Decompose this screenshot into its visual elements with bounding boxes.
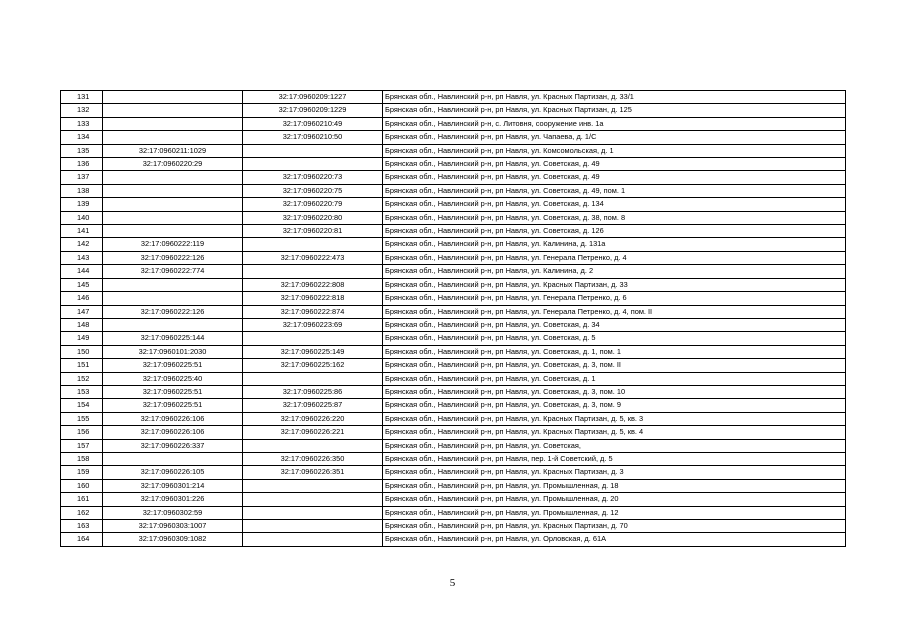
table-row	[61, 265, 846, 278]
object-cadastral-number-cell	[243, 144, 383, 157]
object-cadastral-number-cell: 32:17:0960220:75	[243, 184, 383, 197]
address-cell: Брянская обл., Навлинский р-н, рп Навля, ул. Советская, д. 1, пом. 1	[383, 345, 846, 358]
table-row	[61, 345, 846, 358]
address-cell: Брянская обл., Навлинский р-н, рп Навля, ул. Генерала Петренко, д. 4	[383, 251, 846, 264]
address-cell: Брянская обл., Навлинский р-н, рп Навля, ул. Красных Партизан, д. 125	[383, 104, 846, 117]
land-cadastral-number-cell: 32:17:0960225:51	[103, 385, 243, 398]
table-row	[61, 171, 846, 184]
row-number-cell: 134	[61, 131, 103, 144]
row-number-cell: 154	[61, 399, 103, 412]
row-number-cell: 136	[61, 158, 103, 171]
table-row	[61, 238, 846, 251]
land-cadastral-number-cell	[103, 318, 243, 331]
land-cadastral-number-cell: 32:17:0960222:126	[103, 305, 243, 318]
table-row	[61, 144, 846, 157]
address-cell: Брянская обл., Навлинский р-н, рп Навля, ул. Калинина, д. 131а	[383, 238, 846, 251]
table-row	[61, 278, 846, 291]
land-cadastral-number-cell: 32:17:0960211:1029	[103, 144, 243, 157]
land-cadastral-number-cell: 32:17:0960222:119	[103, 238, 243, 251]
row-number-cell: 139	[61, 198, 103, 211]
object-cadastral-number-cell: 32:17:0960226:351	[243, 466, 383, 479]
table-row	[61, 426, 846, 439]
object-cadastral-number-cell	[243, 158, 383, 171]
table-row	[61, 117, 846, 130]
object-cadastral-number-cell: 32:17:0960226:350	[243, 452, 383, 465]
row-number-cell: 156	[61, 426, 103, 439]
row-number-cell: 151	[61, 359, 103, 372]
table-row	[61, 399, 846, 412]
table-row	[61, 158, 846, 171]
table-row	[61, 372, 846, 385]
table-row	[61, 225, 846, 238]
table-row	[61, 520, 846, 533]
land-cadastral-number-cell: 32:17:0960226:106	[103, 412, 243, 425]
row-number-cell: 162	[61, 506, 103, 519]
object-cadastral-number-cell: 32:17:0960222:808	[243, 278, 383, 291]
address-cell: Брянская обл., Навлинский р-н, рп Навля, ул. Советская, д. 3, пом. 10	[383, 385, 846, 398]
row-number-cell: 148	[61, 318, 103, 331]
cadastral-table	[60, 90, 846, 547]
object-cadastral-number-cell: 32:17:0960225:87	[243, 399, 383, 412]
address-cell: Брянская обл., Навлинский р-н, рп Навля, ул. Красных Партизан, д. 3	[383, 466, 846, 479]
cadastral-table-container	[60, 90, 845, 547]
land-cadastral-number-cell	[103, 117, 243, 130]
object-cadastral-number-cell	[243, 506, 383, 519]
address-cell: Брянская обл., Навлинский р-н, рп Навля, ул. Советская, д. 3, пом. 9	[383, 399, 846, 412]
table-row	[61, 251, 846, 264]
land-cadastral-number-cell: 32:17:0960222:126	[103, 251, 243, 264]
land-cadastral-number-cell: 32:17:0960226:106	[103, 426, 243, 439]
object-cadastral-number-cell: 32:17:0960220:79	[243, 198, 383, 211]
land-cadastral-number-cell	[103, 198, 243, 211]
land-cadastral-number-cell: 32:17:0960302:59	[103, 506, 243, 519]
table-row	[61, 479, 846, 492]
object-cadastral-number-cell: 32:17:0960226:221	[243, 426, 383, 439]
address-cell: Брянская обл., Навлинский р-н, рп Навля, ул. Советская, д. 38, пом. 8	[383, 211, 846, 224]
address-cell: Брянская обл., Навлинский р-н, рп Навля, ул. Советская, д. 134	[383, 198, 846, 211]
object-cadastral-number-cell: 32:17:0960210:50	[243, 131, 383, 144]
object-cadastral-number-cell	[243, 533, 383, 546]
table-row	[61, 198, 846, 211]
object-cadastral-number-cell: 32:17:0960222:874	[243, 305, 383, 318]
row-number-cell: 161	[61, 493, 103, 506]
land-cadastral-number-cell: 32:17:0960101:2030	[103, 345, 243, 358]
table-row	[61, 412, 846, 425]
land-cadastral-number-cell	[103, 292, 243, 305]
address-cell: Брянская обл., Навлинский р-н, рп Навля, ул. Советская, д. 5	[383, 332, 846, 345]
row-number-cell: 149	[61, 332, 103, 345]
object-cadastral-number-cell: 32:17:0960225:149	[243, 345, 383, 358]
land-cadastral-number-cell: 32:17:0960225:51	[103, 359, 243, 372]
land-cadastral-number-cell	[103, 131, 243, 144]
row-number-cell: 159	[61, 466, 103, 479]
address-cell: Брянская обл., Навлинский р-н, рп Навля, ул. Советская,	[383, 439, 846, 452]
address-cell: Брянская обл., Навлинский р-н, рп Навля, ул. Комсомольская, д. 1	[383, 144, 846, 157]
row-number-cell: 158	[61, 452, 103, 465]
row-number-cell: 146	[61, 292, 103, 305]
address-cell: Брянская обл., Навлинский р-н, рп Навля, ул. Красных Партизан, д. 33/1	[383, 91, 846, 104]
table-row	[61, 493, 846, 506]
land-cadastral-number-cell	[103, 184, 243, 197]
table-row	[61, 385, 846, 398]
object-cadastral-number-cell: 32:17:0960209:1229	[243, 104, 383, 117]
land-cadastral-number-cell: 32:17:0960225:51	[103, 399, 243, 412]
table-body	[61, 91, 846, 547]
land-cadastral-number-cell: 32:17:0960226:105	[103, 466, 243, 479]
land-cadastral-number-cell	[103, 225, 243, 238]
land-cadastral-number-cell	[103, 452, 243, 465]
object-cadastral-number-cell	[243, 238, 383, 251]
row-number-cell: 153	[61, 385, 103, 398]
page-number: 5	[449, 577, 456, 589]
table-row	[61, 292, 846, 305]
object-cadastral-number-cell: 32:17:0960222:818	[243, 292, 383, 305]
land-cadastral-number-cell: 32:17:0960222:774	[103, 265, 243, 278]
address-cell: Брянская обл., Навлинский р-н, рп Навля, ул. Чапаева, д. 1/С	[383, 131, 846, 144]
table-row	[61, 452, 846, 465]
table-row	[61, 131, 846, 144]
object-cadastral-number-cell: 32:17:0960223:69	[243, 318, 383, 331]
address-cell: Брянская обл., Навлинский р-н, рп Навля, ул. Промышленная, д. 18	[383, 479, 846, 492]
row-number-cell: 164	[61, 533, 103, 546]
row-number-cell: 135	[61, 144, 103, 157]
row-number-cell: 132	[61, 104, 103, 117]
row-number-cell: 137	[61, 171, 103, 184]
land-cadastral-number-cell: 32:17:0960301:214	[103, 479, 243, 492]
table-row	[61, 533, 846, 546]
row-number-cell: 145	[61, 278, 103, 291]
object-cadastral-number-cell: 32:17:0960225:86	[243, 385, 383, 398]
table-row	[61, 506, 846, 519]
address-cell: Брянская обл., Навлинский р-н, рп Навля, ул. Красных Партизан, д. 33	[383, 278, 846, 291]
land-cadastral-number-cell: 32:17:0960225:144	[103, 332, 243, 345]
row-number-cell: 144	[61, 265, 103, 278]
object-cadastral-number-cell	[243, 520, 383, 533]
land-cadastral-number-cell: 32:17:0960303:1007	[103, 520, 243, 533]
object-cadastral-number-cell: 32:17:0960222:473	[243, 251, 383, 264]
table-row	[61, 305, 846, 318]
table-row	[61, 184, 846, 197]
address-cell: Брянская обл., Навлинский р-н, рп Навля, ул. Красных Партизан, д. 70	[383, 520, 846, 533]
address-cell: Брянская обл., Навлинский р-н, рп Навля, пер. 1-й Советский, д. 5	[383, 452, 846, 465]
object-cadastral-number-cell	[243, 493, 383, 506]
land-cadastral-number-cell: 32:17:0960225:40	[103, 372, 243, 385]
address-cell: Брянская обл., Навлинский р-н, рп Навля, ул. Советская, д. 126	[383, 225, 846, 238]
row-number-cell: 160	[61, 479, 103, 492]
address-cell: Брянская обл., Навлинский р-н, рп Навля, ул. Красных Партизан, д. 5, кв. 3	[383, 412, 846, 425]
table-row	[61, 439, 846, 452]
object-cadastral-number-cell	[243, 439, 383, 452]
row-number-cell: 150	[61, 345, 103, 358]
address-cell: Брянская обл., Навлинский р-н, рп Навля, ул. Красных Партизан, д. 5, кв. 4	[383, 426, 846, 439]
address-cell: Брянская обл., Навлинский р-н, рп Навля, ул. Советская, д. 3, пом. II	[383, 359, 846, 372]
land-cadastral-number-cell: 32:17:0960226:337	[103, 439, 243, 452]
land-cadastral-number-cell: 32:17:0960220:29	[103, 158, 243, 171]
address-cell: Брянская обл., Навлинский р-н, рп Навля, ул. Советская, д. 1	[383, 372, 846, 385]
address-cell: Брянская обл., Навлинский р-н, рп Навля, ул. Промышленная, д. 20	[383, 493, 846, 506]
table-row	[61, 466, 846, 479]
address-cell: Брянская обл., Навлинский р-н, рп Навля, ул. Советская, д. 49	[383, 158, 846, 171]
row-number-cell: 152	[61, 372, 103, 385]
table-row	[61, 359, 846, 372]
address-cell: Брянская обл., Навлинский р-н, рп Навля, ул. Калинина, д. 2	[383, 265, 846, 278]
row-number-cell: 140	[61, 211, 103, 224]
object-cadastral-number-cell: 32:17:0960209:1227	[243, 91, 383, 104]
land-cadastral-number-cell: 32:17:0960309:1082	[103, 533, 243, 546]
row-number-cell: 163	[61, 520, 103, 533]
object-cadastral-number-cell: 32:17:0960220:73	[243, 171, 383, 184]
row-number-cell: 141	[61, 225, 103, 238]
land-cadastral-number-cell	[103, 211, 243, 224]
address-cell: Брянская обл., Навлинский р-н, с. Литовня, сооружение инв. 1а	[383, 117, 846, 130]
table-row	[61, 332, 846, 345]
row-number-cell: 131	[61, 91, 103, 104]
land-cadastral-number-cell: 32:17:0960301:226	[103, 493, 243, 506]
address-cell: Брянская обл., Навлинский р-н, рп Навля, ул. Советская, д. 49, пом. 1	[383, 184, 846, 197]
land-cadastral-number-cell	[103, 104, 243, 117]
object-cadastral-number-cell: 32:17:0960210:49	[243, 117, 383, 130]
land-cadastral-number-cell	[103, 91, 243, 104]
table-row	[61, 318, 846, 331]
object-cadastral-number-cell	[243, 372, 383, 385]
row-number-cell: 138	[61, 184, 103, 197]
object-cadastral-number-cell	[243, 265, 383, 278]
row-number-cell: 142	[61, 238, 103, 251]
object-cadastral-number-cell	[243, 479, 383, 492]
object-cadastral-number-cell: 32:17:0960226:220	[243, 412, 383, 425]
row-number-cell: 157	[61, 439, 103, 452]
row-number-cell: 143	[61, 251, 103, 264]
address-cell: Брянская обл., Навлинский р-н, рп Навля, ул. Советская, д. 34	[383, 318, 846, 331]
address-cell: Брянская обл., Навлинский р-н, рп Навля, ул. Промышленная, д. 12	[383, 506, 846, 519]
table-row	[61, 211, 846, 224]
row-number-cell: 155	[61, 412, 103, 425]
object-cadastral-number-cell: 32:17:0960220:80	[243, 211, 383, 224]
address-cell: Брянская обл., Навлинский р-н, рп Навля, ул. Советская, д. 49	[383, 171, 846, 184]
land-cadastral-number-cell	[103, 278, 243, 291]
row-number-cell: 133	[61, 117, 103, 130]
address-cell: Брянская обл., Навлинский р-н, рп Навля, ул. Генерала Петренко, д. 4, пом. II	[383, 305, 846, 318]
table-row	[61, 91, 846, 104]
object-cadastral-number-cell	[243, 332, 383, 345]
address-cell: Брянская обл., Навлинский р-н, рп Навля, ул. Орловская, д. 61А	[383, 533, 846, 546]
address-cell: Брянская обл., Навлинский р-н, рп Навля, ул. Генерала Петренко, д. 6	[383, 292, 846, 305]
object-cadastral-number-cell: 32:17:0960220:81	[243, 225, 383, 238]
table-row	[61, 104, 846, 117]
row-number-cell: 147	[61, 305, 103, 318]
land-cadastral-number-cell	[103, 171, 243, 184]
object-cadastral-number-cell: 32:17:0960225:162	[243, 359, 383, 372]
